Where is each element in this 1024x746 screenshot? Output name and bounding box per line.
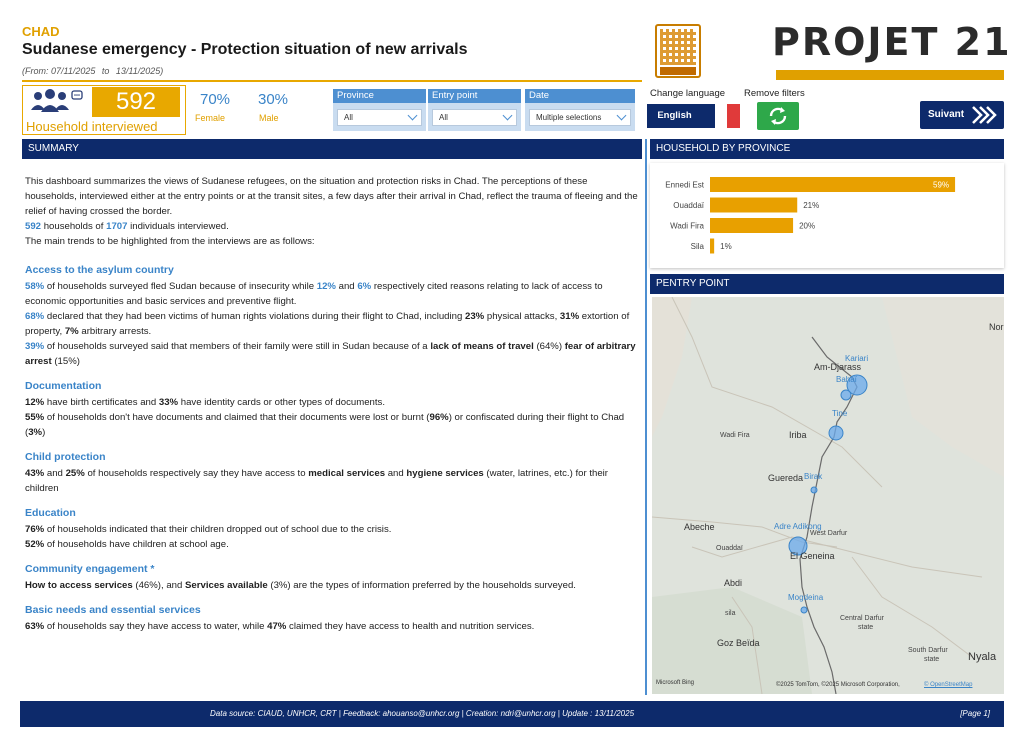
province-bar[interactable]: [710, 218, 793, 233]
header-divider: [22, 80, 642, 82]
household-count: 592: [92, 87, 180, 117]
map-label-bahai: Bahaï: [836, 375, 857, 384]
footer: [20, 701, 1004, 727]
map-label-adre: Adre Adikong: [774, 522, 822, 531]
remove-filters-label: Remove filters: [744, 88, 805, 99]
summary-trends: The main trends to be highlighted from the interviews are as follows:: [25, 236, 315, 247]
province-bar[interactable]: [710, 177, 955, 192]
bing-logo: Microsoft Bing: [656, 680, 695, 686]
access-paragraph-1: 58% of households surveyed fled Sudan because of insecurity while 12% and 6% respectively cited reasons relating to lack of access to economic opportunities and basic services and preventive flight.: [25, 281, 603, 307]
province-filter-label: Province: [333, 89, 426, 103]
chevron-down-icon: [503, 111, 513, 121]
chevron-down-icon: [408, 111, 418, 121]
female-percentage: 70%: [200, 91, 231, 108]
map-label-goz-beida: Goz Beïda: [717, 638, 760, 648]
map-label-south-darfur: South Darfur: [908, 647, 948, 654]
map-label-central-darfur: Central Darfur: [840, 615, 884, 622]
female-label: Female: [195, 113, 226, 123]
province-value-label: 1%: [720, 242, 732, 251]
map-label-nor: Nor: [989, 322, 1004, 332]
province-select[interactable]: [337, 109, 422, 126]
map-label-abdi: Abdi: [724, 578, 743, 588]
next-page-button[interactable]: [920, 101, 1004, 129]
page-title: Sudanese emergency - Protection situation of new arrivals: [22, 41, 468, 58]
entry-point-select-value: All: [439, 113, 448, 122]
to-label: to: [101, 66, 110, 76]
double-chevron-right-icon: [970, 105, 998, 125]
province-category-label: Sila: [690, 242, 704, 251]
documentation-heading: Documentation: [25, 380, 102, 392]
summary-section-header: SUMMARY: [22, 139, 642, 159]
map-label-sila: sila: [725, 610, 736, 617]
province-category-label: Wadi Fira: [670, 221, 704, 231]
logo-underline: [776, 70, 1004, 80]
flag-stripe-white: [715, 104, 728, 128]
map-label-geneina: El Geneina: [790, 551, 835, 561]
flag-stripe-red: [727, 104, 740, 128]
household-by-province-chart: [650, 163, 1004, 268]
entry-point-section-header: PENTRY POINT: [650, 274, 1004, 294]
access-heading: Access to the asylum country: [25, 264, 174, 276]
map-label-guereda: Guereda: [768, 473, 804, 483]
entry-point-filter: [428, 89, 521, 131]
community-heading: Community engagement *: [25, 563, 155, 575]
map-label-tine: Tine: [832, 409, 848, 418]
french-flag-icon[interactable]: [702, 104, 740, 128]
province-category-label: Ennedi Est: [665, 180, 704, 190]
entry-point-filter-label: Entry point: [428, 89, 521, 103]
education-paragraph-2: 52% of households have children at school age.: [25, 539, 229, 550]
map-background: [652, 297, 1004, 694]
chevron-down-icon: [617, 111, 627, 121]
map-label-mogdeina: Mogdeina: [788, 593, 824, 602]
date-range: [22, 66, 167, 76]
date-filter-label: Date: [525, 89, 635, 103]
summary-text: [25, 174, 639, 634]
openstreetmap-link[interactable]: © OpenStreetMap: [924, 682, 973, 688]
child-protection-heading: Child protection: [25, 451, 106, 463]
province-bar-chart: [650, 163, 1004, 268]
map-label-karlari: Kariari: [845, 354, 869, 363]
province-value-label: 21%: [803, 201, 820, 210]
map-label-state-2: state: [924, 656, 940, 663]
map-label-state-1: state: [858, 624, 874, 631]
footer-credits: Data source: CIAUD, UNHCR, CRT | Feedback: ahouanso@unhcr.org | Creation: ndri@unhcr.org | Update : 13/11/2025: [210, 709, 635, 718]
province-bar[interactable]: [710, 198, 797, 213]
male-label: Male: [259, 113, 279, 123]
from-date: (From: 07/11/2025: [22, 66, 96, 76]
basic-needs-paragraph: 63% of households say they have access to water, while 47% claimed they have access to health and nutrition services.: [25, 621, 535, 632]
map-label-wadi-fira: Wadi Fira: [720, 432, 750, 439]
date-select-value: Multiple selections: [536, 113, 602, 122]
map-label-west-darfur: West Darfur: [810, 530, 848, 537]
basic-needs-heading: Basic needs and essential services: [25, 604, 201, 616]
remove-filters-button[interactable]: [757, 102, 799, 130]
province-value-label: 59%: [933, 180, 950, 190]
people-icon: [28, 88, 84, 116]
country-title: CHAD: [22, 24, 60, 39]
change-language-label: Change language: [650, 88, 726, 99]
date-select[interactable]: [529, 109, 631, 126]
entry-point-map[interactable]: [652, 297, 1004, 694]
map-label-ouaddai: Ouaddaï: [716, 545, 743, 552]
education-paragraph-1: 76% of households indicated that their children dropped out of school due to the crisis.: [25, 524, 392, 535]
household-label: Household interviewed: [26, 119, 158, 134]
map-label-birak: Birak: [804, 472, 823, 481]
english-language-button[interactable]: English: [647, 104, 702, 128]
refresh-icon: [767, 105, 789, 127]
map-label-am-djarass: Am-Djarass: [814, 362, 862, 372]
province-select-value: All: [344, 113, 353, 122]
province-value-label: 20%: [799, 221, 816, 231]
community-paragraph: How to access services (46%), and Services available (3%) are the types of information preferred by the households surveyed.: [25, 580, 576, 591]
qr-code-icon[interactable]: [655, 24, 701, 78]
education-heading: Education: [25, 507, 76, 519]
projet21-logo: PROJET 21: [772, 20, 1012, 64]
access-paragraph-3: 39% of households surveyed said that members of their family were still in Sudan because of a lack of means of travel (64%) fear of arbitrary arrest (15%): [25, 341, 636, 367]
documentation-paragraph-1: 12% have birth certificates and 33% have identity cards or other types of documents.: [25, 397, 385, 408]
child-protection-paragraph: 43% and 25% of households respectively say they have access to medical services and hygiene services (water, latrines, etc.) for their children: [25, 468, 608, 494]
page-number: [Page 1]: [960, 709, 990, 718]
summary-count-line: 592 households of 1707 individuals interviewed.: [25, 221, 229, 232]
province-filter: [333, 89, 426, 131]
province-bar[interactable]: [710, 239, 714, 254]
map-label-iriba: Iriba: [789, 430, 807, 440]
documentation-paragraph-2: 55% of households don't have documents and claimed that their documents were lost or burnt (96%) or confiscated during their flight to Chad (3%): [25, 412, 625, 438]
province-category-label: Ouaddaï: [673, 201, 704, 210]
map-label-nyala: Nyala: [968, 651, 997, 663]
male-percentage: 30%: [258, 91, 289, 108]
summary-intro: This dashboard summarizes the views of Sudanese refugees, on the situation and protection risks in Chad. The perceptions of these households, interviewed either at the entry points or at the transit sites, a few days after their arrival in Chad, reflect the trauma of fleeing and the relief of having crossed the border.: [25, 176, 638, 217]
access-paragraph-2: 68% declared that they had been victims of human rights violations during their flight to Chad, including 23% physical attacks, 31% extortion of property, 7% arbitrary arrests.: [25, 311, 630, 337]
date-filter: [525, 89, 635, 131]
next-button-label: Suivant: [928, 109, 965, 120]
vertical-divider: [645, 139, 647, 695]
map-label-abeche: Abeche: [684, 522, 715, 532]
flag-stripe-blue: [702, 104, 715, 128]
province-section-header: HOUSEHOLD BY PROVINCE: [650, 139, 1004, 159]
map-copyright: ©2025 TomTom, ©2025 Microsoft Corporation,: [776, 682, 900, 688]
to-date: 13/11/2025): [115, 66, 164, 76]
entry-point-select[interactable]: [432, 109, 517, 126]
